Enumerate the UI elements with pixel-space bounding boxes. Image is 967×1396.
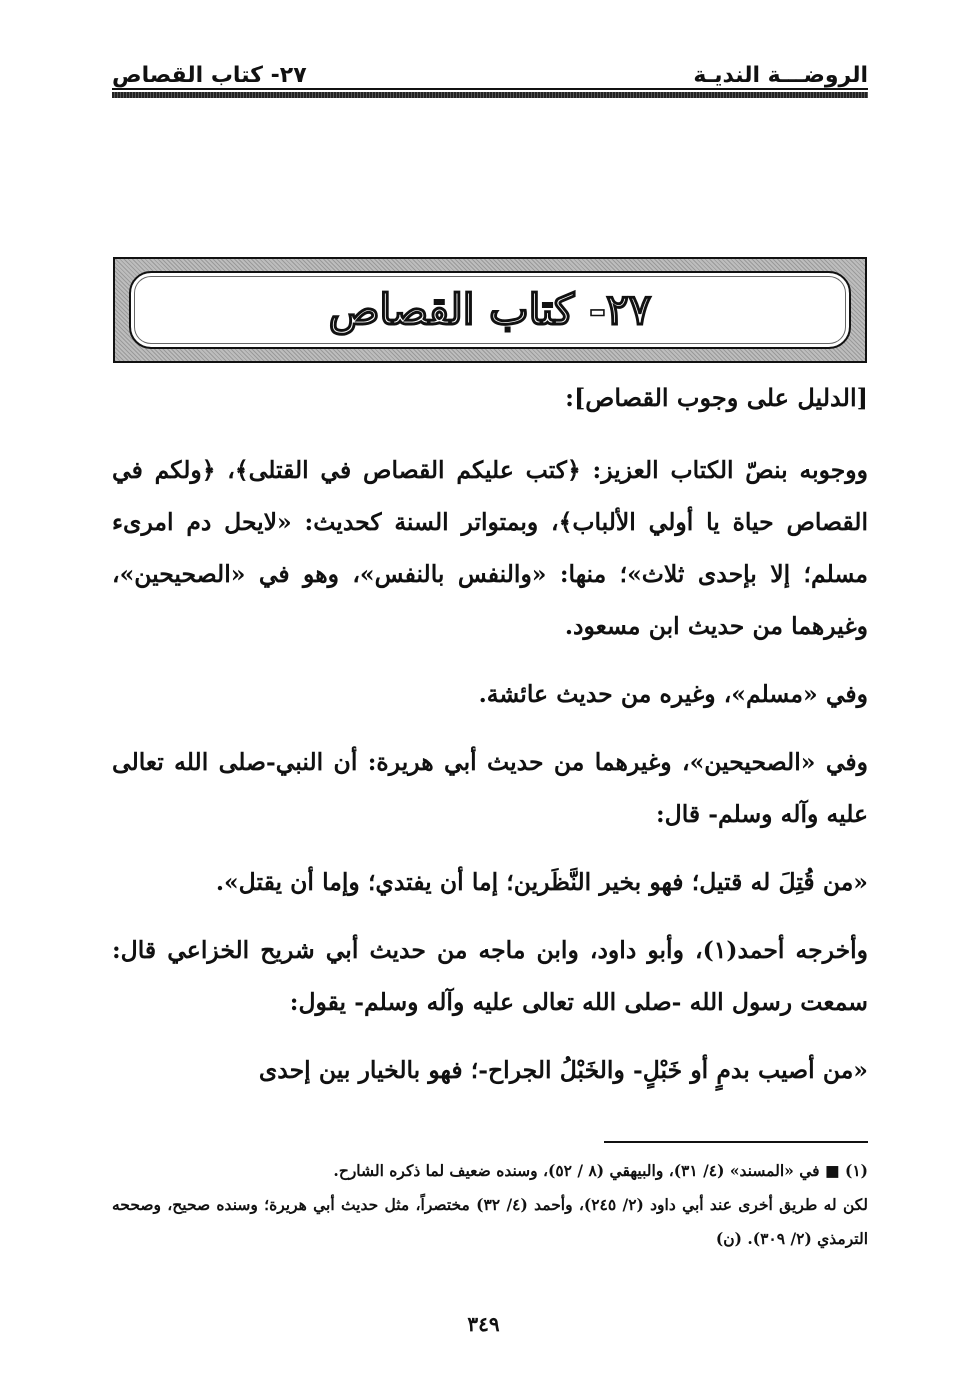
paragraph-hadith-continued: «من أصيب بدمٍ أو خَبْلٍ- والخَبْلُ الجراح-؛ فهو بالخيار بين إحدى	[258, 1056, 868, 1084]
header-rule-thick	[112, 92, 868, 98]
paragraph-muslim: وفي «مسلم»، وغيره من حديث عائشة.	[478, 680, 868, 708]
paragraph-ahmad: وأخرجه أحمد(١)، وأبو داود، وابن ماجه من حديث أبي شريح الخزاعي قال: سمعت رسول الله -صلى الله تعالى عليه وآله وسلم- يقول:	[112, 936, 868, 1016]
section-heading: [الدليل على وجوب القصاص]:	[565, 383, 868, 412]
book-title: الروضـــة النديـة	[693, 63, 868, 88]
paragraph-evidence: ووجوبه بنصّ الكتاب العزيز: ﴿كتب عليكم القصاص في القتلى﴾، ﴿ولكم في القصاص حياة يا أولي الألباب﴾، وبمتواتر السنة كحديث: «لايحل دم امرىء مسلم؛ إلا بإحدى ثلاث»؛ منها: «والنفس بالنفس»، وهو في «الصحيحين»، وغيرهما من حديث ابن مسعود.	[112, 456, 868, 640]
paragraph-hadith-quote: «من قُتِلَ له قتيل؛ فهو بخير النَّظَرين؛ إما أن يفتدي؛ وإما أن يقتل».	[215, 868, 868, 896]
footnote-1-continued: لكن له طريق أخرى عند أبي داود (٢/ ٢٤٥)، وأحمد (٤/ ٣٢) مختصراً، مثل حديث أبي هريرة؛ وسنده صحيح، وصححه الترمذي (٢/ ٣٠٩). (ن)	[112, 1195, 869, 1248]
page-number: ٣٤٩	[467, 1312, 500, 1336]
footnotes	[112, 1154, 868, 1256]
footnote-separator	[604, 1141, 868, 1143]
header-rule-thin	[112, 88, 868, 90]
paragraph-sahihayn: وفي «الصحيحين»، وغيرهما من حديث أبي هريرة: أن النبي-صلى الله تعالى عليه وآله وسلم- قال:	[112, 748, 868, 828]
body-text	[112, 376, 868, 1096]
chapter-running-title: ٢٧- كتاب القصاص	[112, 63, 307, 88]
chapter-title: ٢٧- كتاب القصاص	[328, 285, 652, 334]
chapter-title-cartouche	[129, 271, 851, 349]
footnote-1: (١) ■ في «المسند» (٤/ ٣١)، والبيهقي (٨ / ٥٢)، وسنده ضعيف لما ذكره الشارح.	[333, 1161, 868, 1180]
chapter-title-frame	[113, 257, 867, 363]
running-header	[112, 56, 868, 90]
